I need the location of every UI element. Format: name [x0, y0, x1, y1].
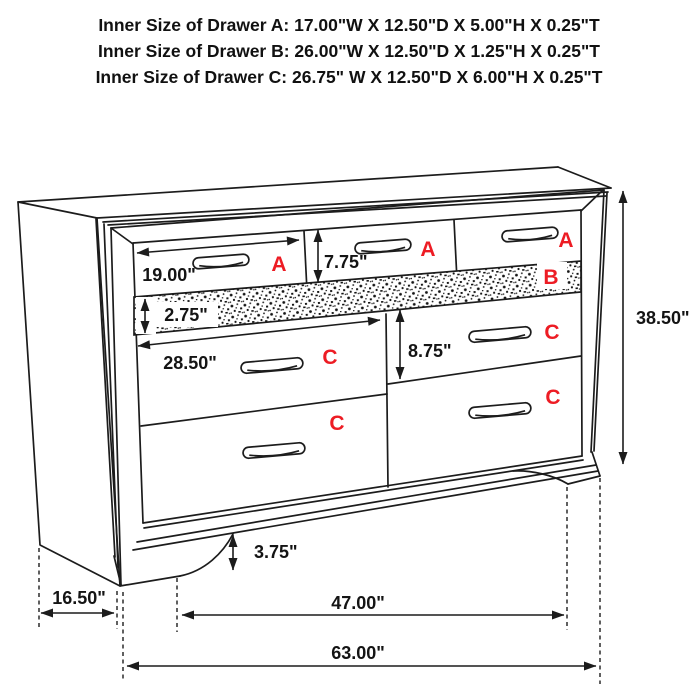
- title-block: [96, 15, 603, 87]
- dim-overall-height: 38.50": [636, 308, 690, 328]
- base-molding: [133, 452, 600, 550]
- dim-drawer-c-height: 8.75": [408, 341, 452, 361]
- handle-a3-icon: [502, 227, 559, 242]
- arrow-drawer-a-width: [137, 240, 299, 253]
- dim-drawer-b-height: 2.75": [164, 305, 208, 325]
- strip-gap-arrow: [136, 297, 156, 334]
- dim-foot-height: 3.75": [254, 542, 298, 562]
- handle-a1-icon: [193, 254, 250, 269]
- dim-drawer-a-width: 19.00": [142, 265, 196, 285]
- dim-side-depth: 16.50": [52, 588, 106, 608]
- title-line-3: Inner Size of Drawer C: 26.75" W X 12.50"D X 6.00"H X 0.25"T: [95, 67, 603, 87]
- handle-c2-icon: [243, 442, 306, 458]
- dim-drawer-c-width: 28.50": [163, 353, 217, 373]
- left-foot: [114, 534, 233, 586]
- label-drawer-a2: A: [420, 238, 436, 261]
- label-drawer-c4: C: [545, 386, 561, 409]
- title-line-1: Inner Size of Drawer A: 17.00"W X 12.50"D X 5.00"H X 0.25"T: [98, 15, 600, 35]
- handle-c1-icon: [241, 357, 304, 373]
- projection-guides: [39, 478, 600, 684]
- title-line-2: Inner Size of Drawer B: 26.00"W X 12.50"D X 1.25"H X 0.25"T: [98, 41, 600, 61]
- label-drawer-c1: C: [322, 346, 338, 369]
- handle-c3-icon: [469, 326, 532, 342]
- label-drawer-b: B: [543, 266, 559, 289]
- label-drawer-c3: C: [544, 321, 560, 344]
- dim-overall-width: 63.00": [331, 643, 385, 663]
- dim-leg-span: 47.00": [331, 593, 385, 613]
- side-panel: [18, 202, 120, 586]
- dresser-structure: [18, 167, 611, 586]
- drawer-handles: [193, 227, 559, 459]
- label-drawer-c2: C: [329, 412, 345, 435]
- dim-drawer-a-height: 7.75": [324, 252, 368, 272]
- label-drawer-a3: A: [558, 229, 574, 252]
- label-drawer-a1: A: [271, 253, 287, 276]
- handle-c4-icon: [469, 402, 532, 418]
- drawer-rows-c: [141, 314, 581, 487]
